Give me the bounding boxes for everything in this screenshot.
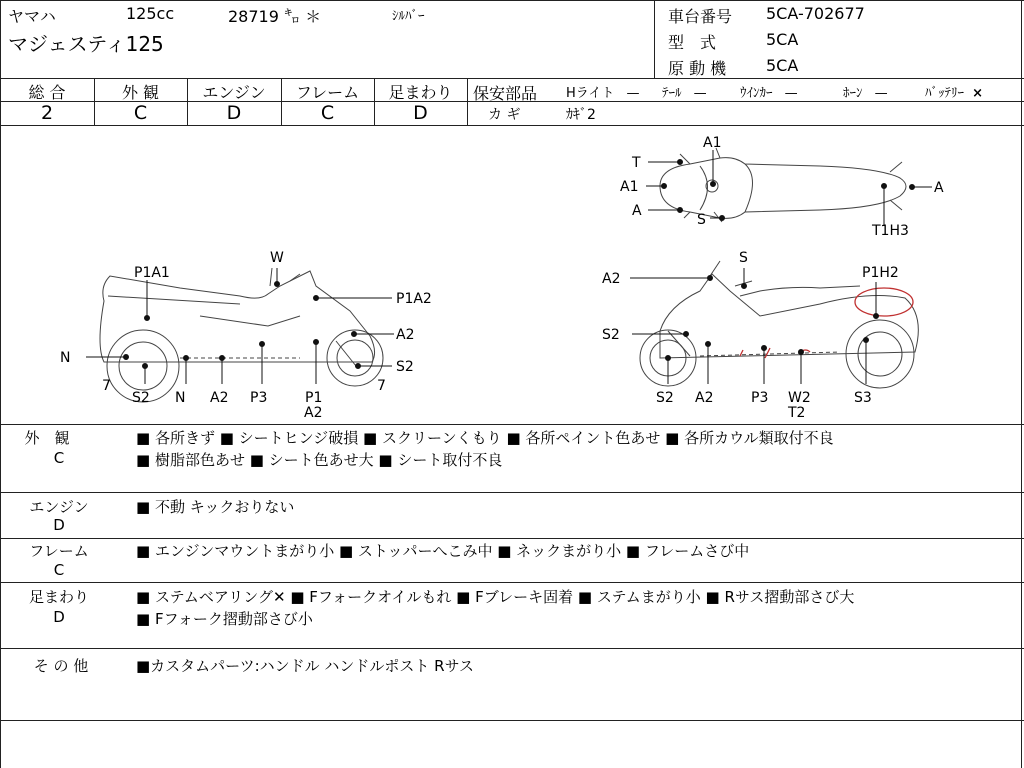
grade-engine-value: D [226, 102, 242, 124]
safety-item-name: Hライト [566, 86, 615, 101]
type-label: 型 式 [668, 33, 717, 52]
safety-row-mid [467, 101, 1024, 102]
label-a1: A1 [620, 179, 639, 195]
section-label-exterior: 外 観 [24, 429, 70, 447]
label-p1: P1 [305, 390, 323, 406]
section-line: ■ ステムベアリング✕ ■ Fフォークオイルもれ ■ Fブレーキ固着 ■ ステムまがり小 ■ Rサス摺動部さび大 [136, 588, 855, 606]
label-a2: A2 [210, 390, 229, 406]
label-p1h2: P1H2 [862, 265, 899, 281]
safety-item-winker [740, 82, 798, 101]
grade-frame-label: フレーム [295, 83, 360, 102]
label-s2: S2 [396, 359, 414, 375]
label-7: 7 [102, 378, 111, 394]
safety-item-mark: — [693, 86, 707, 101]
label-s: S [697, 212, 706, 228]
label-a2: A2 [602, 271, 621, 287]
label-7: 7 [377, 378, 386, 394]
section-label-engine: エンジン [29, 498, 89, 516]
grade-row-top [0, 78, 1024, 79]
label-a: A [632, 203, 642, 219]
section-grade-engine: D [53, 516, 65, 534]
type-value: 5CA [766, 30, 799, 49]
safety-parts-title: 保安部品 [473, 84, 538, 103]
grade-engine-label: エンジン [202, 83, 266, 102]
safety-item-mark: × [972, 86, 984, 101]
label-a: A [934, 180, 944, 196]
safety-item-mark: — [874, 86, 888, 101]
grade-divider [467, 78, 468, 126]
grade-exterior-value: C [133, 102, 148, 124]
safety-item-name: ﾊﾞｯﾃﾘｰ [925, 86, 964, 101]
grade-suspension-label: 足まわり [388, 83, 453, 102]
safety-item-mark: — [784, 86, 798, 101]
section-divider [0, 648, 1024, 649]
maker-name: ヤマハ [8, 7, 56, 26]
safety-item-battery [925, 82, 983, 101]
section-label-frame: フレーム [29, 542, 89, 560]
label-w2: W2 [788, 390, 811, 406]
section-line: ■ 各所きず ■ シートヒンジ破損 ■ スクリーンくもり ■ 各所ペイント色あせ ■ 各所カウル類取付不良 [136, 429, 834, 447]
label-t: T [632, 155, 641, 171]
engine-model-label: 原 動 機 [668, 59, 727, 78]
safety-item-taillight [662, 82, 707, 101]
header-divider [654, 0, 655, 78]
section-divider [0, 720, 1024, 721]
section-line: ■ 不動 キックおりない [136, 498, 295, 516]
grade-overall-value: 2 [40, 102, 54, 124]
label-s3: S3 [854, 390, 872, 406]
grade-frame-value: C [320, 102, 335, 124]
engine-model-value: 5CA [766, 56, 799, 75]
frame-number-label: 車台番号 [668, 7, 733, 26]
key-value: ｶｷﾞ2 [566, 107, 596, 123]
label-w: W [270, 250, 284, 266]
label-p1a1: P1A1 [134, 265, 170, 281]
section-divider [0, 538, 1024, 539]
top-view-scooter [660, 148, 906, 222]
safety-item-horn [843, 82, 888, 101]
section-line: ■ エンジンマウントまがり小 ■ ストッパーへこみ中 ■ ネックまがり小 ■ フレームさび中 [136, 542, 750, 560]
label-n: N [175, 390, 186, 406]
section-line: ■ 樹脂部色あせ ■ シート色あせ大 ■ シート取付不良 [136, 451, 503, 469]
label-p3: P3 [250, 390, 268, 406]
left-side-scooter [100, 268, 383, 402]
mileage: 28719 ㌔ ＊ [228, 7, 322, 26]
border-top [0, 0, 1024, 1]
motorcycle-diagram [0, 126, 1024, 424]
section-grade-frame: C [53, 561, 65, 579]
label-a2: A2 [695, 390, 714, 406]
section-grade-suspension: D [53, 608, 65, 626]
key-label: カ ギ [488, 107, 521, 123]
label-p1a2: P1A2 [396, 291, 432, 307]
grade-exterior-label: 外 観 [121, 83, 160, 102]
section-line: ■カスタムパーツ:ハンドル ハンドルポスト Rサス [136, 657, 474, 675]
section-divider [0, 492, 1024, 493]
grade-suspension-value: D [413, 102, 428, 124]
safety-item-name: ﾎｰﾝ [843, 86, 863, 101]
safety-item-name: ｳｲﾝｶｰ [740, 86, 773, 101]
color-name: ｼﾙﾊﾞｰ [392, 9, 425, 24]
section-grade-exterior: C [53, 449, 65, 467]
section-line: ■ Fフォーク摺動部さび小 [136, 610, 313, 628]
label-p3: P3 [751, 390, 769, 406]
section-divider [0, 424, 1024, 425]
section-divider [0, 582, 1024, 583]
section-label-suspension: 足まわり [28, 588, 89, 606]
frame-number-value: 5CA-702677 [766, 4, 865, 23]
label-a1: A1 [703, 135, 722, 151]
label-a2: A2 [304, 405, 323, 421]
section-label-other: そ の 他 [33, 657, 89, 675]
safety-item-headlight [566, 82, 640, 101]
label-a2: A2 [396, 327, 415, 343]
label-s2: S2 [656, 390, 674, 406]
label-t1h3: T1H3 [872, 223, 909, 239]
label-n: N [60, 350, 71, 366]
label-t2: T2 [788, 405, 806, 421]
displacement: 125cc [126, 4, 175, 23]
model-name: マジェスティ125 [8, 32, 164, 56]
label-s2: S2 [602, 327, 620, 343]
grade-overall-label: 総 合 [28, 83, 66, 102]
label-s: S [739, 250, 748, 266]
safety-item-mark: — [626, 86, 640, 101]
label-s2: S2 [132, 390, 150, 406]
safety-item-name: ﾃｰﾙ [662, 86, 682, 101]
